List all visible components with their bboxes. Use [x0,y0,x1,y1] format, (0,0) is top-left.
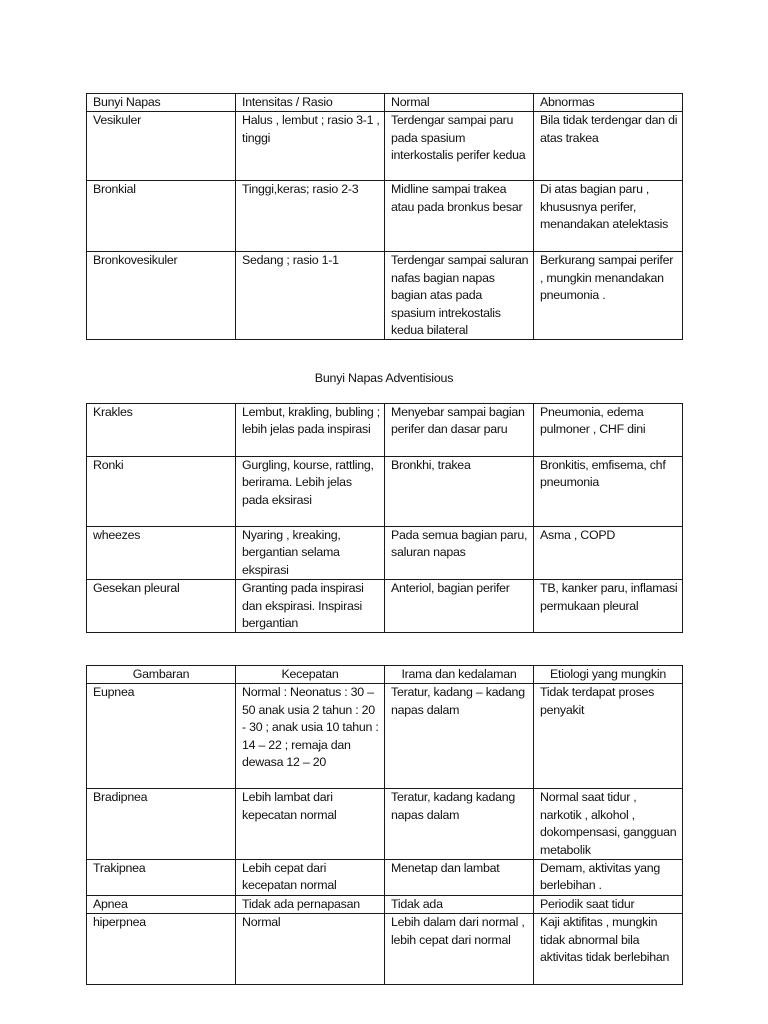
header-cell: Bunyi Napas [87,94,236,112]
table-cell: Trakipnea [87,860,236,896]
table-cell: Tidak terdapat proses penyakit [534,684,683,789]
breathing-patterns-table [86,665,683,985]
table-cell: Midline sampai trakea atau pada bronkus besar [385,181,534,252]
table-cell: Gesekan pleural [87,580,236,633]
table-cell: Vesikuler [87,112,236,181]
table-cell: Bronkovesikuler [87,252,236,340]
table-cell: Di atas bagian paru , khususnya perifer, menandakan atelektasis [534,181,683,252]
table-cell: Tidak ada [385,896,534,914]
table-cell: Granting pada inspirasi dan ekspirasi. Inspirasi bergantian [236,580,385,633]
table-cell: Lebih dalam dari normal , lebih cepat dari normal [385,914,534,985]
table-row [87,860,683,896]
table-header-row [87,94,683,112]
table-cell: Teratur, kadang – kadang napas dalam [385,684,534,789]
table-cell: Kaji aktifitas , mungkin tidak abnormal bila aktivitas tidak berlebihan [534,914,683,985]
table-cell: Sedang ; rasio 1-1 [236,252,385,340]
table-cell: Menyebar sampai bagian perifer dan dasar paru [385,404,534,457]
table-cell: Normal [236,914,385,985]
table-cell: Lembut, krakling, bubling ; lebih jelas pada inspirasi [236,404,385,457]
table-row [87,404,683,457]
header-cell: Etiologi yang mungkin [534,666,683,684]
header-cell: Abnormas [534,94,683,112]
table-cell: Periodik saat tidur [534,896,683,914]
table-cell: Halus , lembut ; rasio 3-1 , tinggi [236,112,385,181]
table-row [87,252,683,340]
table-cell: Terdengar sampai saluran nafas bagian napas bagian atas pada spasium intrekostalis kedua bilateral [385,252,534,340]
table-cell: Bronkial [87,181,236,252]
table-cell: Demam, aktivitas yang berlebihan . [534,860,683,896]
table-cell: Normal : Neonatus : 30 – 50 anak usia 2 tahun : 20 - 30 ; anak usia 10 tahun : 14 – 22 ; remaja dan dewasa 12 – 20 [236,684,385,789]
table-header-row [87,666,683,684]
table-row [87,112,683,181]
table-cell: Gurgling, kourse, rattling, berirama. Lebih jelas pada eksirasi [236,457,385,527]
table-row [87,896,683,914]
header-cell: Normal [385,94,534,112]
table-cell: Berkurang sampai perifer , mungkin menandakan pneumonia . [534,252,683,340]
table-cell: Lebih lambat dari kepecatan normal [236,789,385,860]
table-cell: Krakles [87,404,236,457]
table-cell: Ronki [87,457,236,527]
table-cell: Asma , COPD [534,527,683,580]
table-row [87,914,683,985]
table-row [87,527,683,580]
table-cell: Eupnea [87,684,236,789]
table-cell: hiperpnea [87,914,236,985]
section-title: Bunyi Napas Adventisious [314,371,454,385]
table-row [87,684,683,789]
table-cell: Teratur, kadang kadang napas dalam [385,789,534,860]
table-cell: Terdengar sampai paru pada spasium interkostalis perifer kedua [385,112,534,181]
table-row [87,181,683,252]
table-cell: Tinggi,keras; rasio 2-3 [236,181,385,252]
header-cell: Irama dan kedalaman [385,666,534,684]
header-cell: Kecepatan [236,666,385,684]
table-cell: Bronkhi, trakea [385,457,534,527]
table-cell: Pneumonia, edema pulmoner , CHF dini [534,404,683,457]
table-cell: Menetap dan lambat [385,860,534,896]
table-row [87,457,683,527]
table-row [87,580,683,633]
table-cell: Tidak ada pernapasan [236,896,385,914]
breath-sounds-table [86,93,683,340]
header-cell: Gambaran [87,666,236,684]
table-cell: Anteriol, bagian perifer [385,580,534,633]
table-cell: Apnea [87,896,236,914]
table-row [87,789,683,860]
table-cell: Bronkitis, emfisema, chf pneumonia [534,457,683,527]
table-cell: Nyaring , kreaking, bergantian selama ekspirasi [236,527,385,580]
table-cell: wheezes [87,527,236,580]
table-cell: Bila tidak terdengar dan di atas trakea [534,112,683,181]
table-cell: Normal saat tidur , narkotik , alkohol , dokompensasi, gangguan metabolik [534,789,683,860]
adventitious-sounds-table [86,403,683,633]
table-cell: Lebih cepat dari kecepatan normal [236,860,385,896]
header-cell: Intensitas / Rasio [236,94,385,112]
table-cell: TB, kanker paru, inflamasi permukaan pleural [534,580,683,633]
table-cell: Pada semua bagian paru, saluran napas [385,527,534,580]
table-cell: Bradipnea [87,789,236,860]
